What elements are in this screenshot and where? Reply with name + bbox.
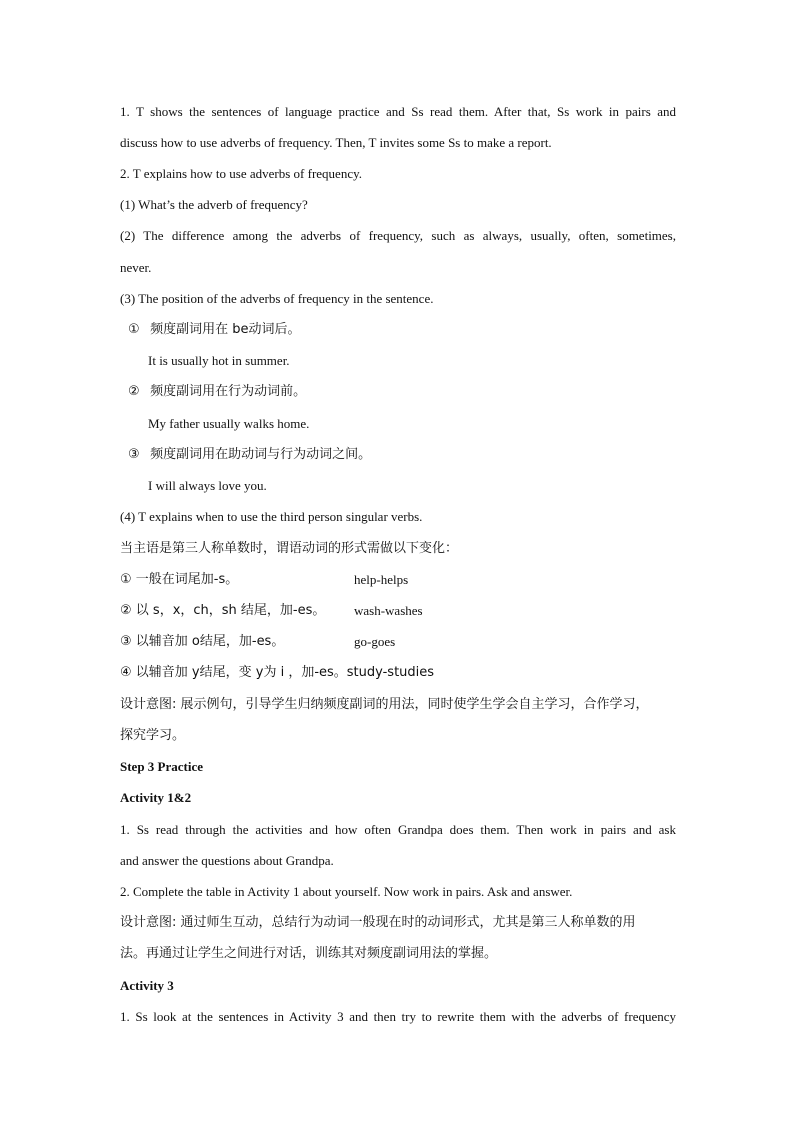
question-3: (3) The position of the adverbs of frequency in the sentence. — [120, 291, 434, 306]
position-example-3: I will always love you. — [148, 478, 267, 493]
spelling-rule-1: ① 一般在词尾加-s。 — [120, 572, 239, 587]
activity-3-heading: Activity 3 — [120, 978, 174, 993]
rule-text: 频度副词用在助动词与行为动词之间。 — [150, 447, 372, 462]
position-example-2: My father usually walks home. — [148, 416, 310, 431]
paragraph-2: 2. T explains how to use adverbs of frequency. — [120, 166, 363, 181]
position-rule-3 — [128, 447, 684, 463]
design-intent-1-line-2: 探究学习。 — [120, 728, 186, 743]
position-rule-1 — [128, 322, 684, 338]
third-person-intro: 当主语是第三人称单数时，谓语动词的形式需做以下变化： — [120, 541, 459, 556]
question-2-line-1: (2) The difference among the adverbs of frequency, such as always, usually, often, sometimes, — [120, 228, 676, 243]
question-2-line-2: never. — [120, 260, 152, 275]
step-3-heading: Step 3 Practice — [120, 759, 204, 774]
paragraph-1-line-1: 1. T shows the sentences of language practice and Ss read them. After that, Ss work in pairs and — [120, 104, 676, 119]
spelling-rule-4: ④ 以辅音加 y结尾，变 y为 i ，加-es。study-studies — [120, 665, 435, 680]
spelling-example-1: help-helps — [354, 572, 409, 587]
activity-1-line-1: 1. Ss read through the activities and how often Grandpa does them. Then work in pairs and ask — [120, 822, 676, 837]
rule-text: 频度副词用在 be动词后。 — [150, 322, 301, 337]
activity-1-line-2: and answer the questions about Grandpa. — [120, 853, 334, 868]
spelling-example-2: wash-washes — [354, 603, 423, 618]
design-intent-2-line-1: 设计意图: 通过师生互动，总结行为动词一般现在时的动词形式，尤其是第三人称单数的用 — [120, 915, 636, 930]
list-number: ③ — [128, 447, 140, 462]
position-example-1: It is usually hot in summer. — [148, 353, 290, 368]
paragraph-1-line-2: discuss how to use adverbs of frequency. Then, T invites some Ss to make a report. — [120, 135, 552, 150]
activity-3-line-1: 1. Ss look at the sentences in Activity 3 and then try to rewrite them with the adverbs of frequency — [120, 1009, 676, 1024]
design-intent-2-line-2: 法。再通过让学生之间进行对话，训练其对频度副词用法的掌握。 — [120, 946, 498, 961]
question-1: (1) What’s the adverb of frequency? — [120, 197, 308, 212]
spelling-rule-3: ③ 以辅音加 o结尾，加-es。 — [120, 634, 285, 649]
list-number: ① — [128, 322, 140, 337]
question-4: (4) T explains when to use the third person singular verbs. — [120, 509, 423, 524]
rule-text: 频度副词用在行为动词前。 — [150, 384, 307, 399]
spelling-rule-2: ② 以 s，x，ch，sh 结尾，加-es。 — [120, 603, 326, 618]
list-number: ② — [128, 384, 140, 399]
activity-1-2-heading: Activity 1&2 — [120, 790, 192, 805]
position-rule-2 — [128, 384, 684, 400]
activity-2-text: 2. Complete the table in Activity 1 about yourself. Now work in pairs. Ask and answer. — [120, 884, 573, 899]
spelling-example-3: go-goes — [354, 634, 396, 649]
design-intent-1-line-1: 设计意图: 展示例句，引导学生归纳频度副词的用法，同时使学生学会自主学习，合作学习， — [120, 697, 649, 712]
